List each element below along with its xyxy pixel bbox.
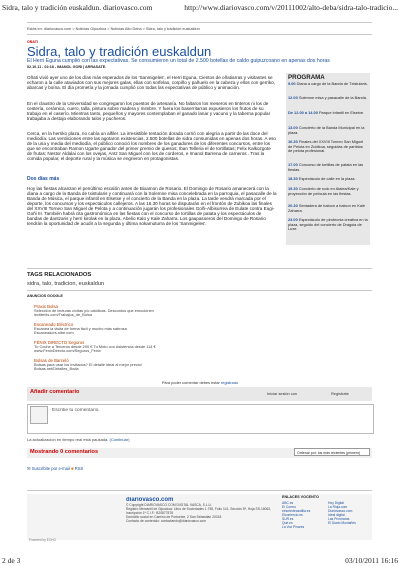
ad-title[interactable]: Praxis Bolsa (34, 304, 58, 309)
ad-title[interactable]: Escaneado Eléctrico (34, 322, 74, 327)
rss-link[interactable]: RSS (74, 466, 84, 471)
print-datetime: 03/10/2011 16:16 (345, 556, 398, 565)
programa-item: 13.00 Concierto de la Banda Municipal en la plaza. (288, 125, 365, 135)
footer-link[interactable]: La Voz Pinares (282, 525, 305, 529)
divider (27, 290, 372, 291)
programa-item: 9.00 Diana a cargo de la Banda de Txistularis. (288, 81, 368, 86)
ad-url[interactable]: lectiterlis.com/Trabajos_de_Bolsa (34, 313, 93, 317)
footer-link[interactable]: Las Provincias (328, 517, 350, 521)
ad-url[interactable]: Bolsas.net/Detalles_Boda (34, 367, 79, 371)
article-paragraph: Oñati vivió ayer uno de los días más esperados de los 'Sanmigeles', el Herri Eguna. Cientos de oñatiarras y visitantes se echaron a la calle ataviados con sus mejores galas, ellas con sorfelao, corpiño y pañuelo en la cabeza y ellos con gerriko, abarcas y boína. El día prometía y la jornada cumplió con todas las expectativas de público y animación. (27, 75, 275, 91)
programa-item: 16.30 Finales del XXVIII Torneo San Miguel de Pelota en Zubikoa, seguidas de partidos de pelota profesional. (288, 139, 364, 154)
footer-link[interactable]: Qué.es (282, 521, 293, 525)
post-note: Para poder comentar debes estar registrado (161, 380, 239, 385)
divider (27, 268, 372, 269)
breadcrumb[interactable]: Estás en: diariovasco.com > Noticias Gipuzkoa > Noticias Alto Deba > Sidra, talo y tradición euskaldun (27, 27, 200, 31)
programa-item: De 12.00 a 14.00 Parque infantil en Elsetxe. (288, 110, 365, 115)
footer-logo[interactable]: diariovasco.com (126, 497, 174, 503)
footer-link[interactable]: ABC.es (282, 501, 294, 505)
article-paragraph: Hoy las fiestas alcanzan el penúltimo escalón antes de Bixamon de Rosario. El Domingo de Rosario amanecerá con la diana a cargo de la Banda de txistularis y continuará con la Solemne misa concelebrada en la parroquia, el pasacalle de la Banda de Música, el parque infantil en Elsetxe y el concierto de la Banda en la plaza. La tarde vendrá marcada por el deporte, los concursos y los espectáculos callejeros. A las 16.30 horas se disputarán en el frontón de Zubikoa las finales del XXVIII Torneo San Miguel de Pelota y a continuación jugarán los profesionales Goñi-Albisurrea de Eulate contra Eugi- Goñi III. También habrá cita gastronómica en las fiestas con el concurso de tortillas de patata y los espectáculos de bandas de dantzaris y herri kirolak en la plaza. Abelio Kalo y Kale Zaharra. Los gaupasoeros del Domingo de Rosario tendrán la oportunidad de acudir a la segunda y última sokamuturra de los 'Sanmigeles'. (27, 186, 277, 227)
footer-links-col2 (328, 501, 372, 525)
programa-item: 20.30 Sentadera de baloon a balcon en Kale Zaharra. (288, 203, 366, 213)
programa-item: 18.30 Espectáculo de calle en la plaza. (288, 176, 356, 181)
article-paragraph: Cerca, en la herriko plaza, no cabía un alfiler. La irresistible tentación dorada corrió con alegría a partir de las doce del mediodía. Las ventiiciones entre las agotaron existencias, 2.500 botellas de sidra consumidas en apenas dos horas. A eso de la una y media del mediodía, el público conoció los nombres de los ganadores de los diferentes concursos, entre los que se encontraban Ramon Ugarte ganador del primer premio de quesos; Iban Telleria el de tortillatas; Felix Kalkozgote de frutas; Nestor Aldalai con los ovejas, Antz San Miguel con los de corderos, e Imanol Barrena de carneros . Tras la comida popular, el deporte rural y la música se engrieron en protagonistas. (27, 131, 276, 162)
order-select[interactable]: Ordenar por: los más recientes (primero) (294, 448, 370, 456)
page-url: http://www.diariovasco.com/v/20111002/alto-deba/sidra-talo-tradicio... (184, 3, 398, 12)
article-subtitle: El Herri Eguna cumplió con las expectativas. Se consumieron un total de 2.500 botellas de caldo guipuzcoano en apenas dos horas (27, 58, 330, 64)
article-paragraph: En el claustro de la Universidad se congregaron los puestos de artesanía. No faltaron los meseros en tinteros ni los de cestería, cerámica, cuero, talla, pintura sobre madera y mimbre. Y fuera los baserritarras expusieron los frutos de su trabajo en el caserío. Mientras tanto, pequeños y mayores contemplaban el ganado lanar y vacuno y la taberna popular trabajaba a destajo elaborando talos y pucheros. (27, 101, 271, 122)
footer-link[interactable]: elnortedecastilla.es (282, 509, 311, 513)
avatar (30, 406, 48, 424)
footer-text: © Copyright DIARIOVASCO.COM DIGITAL VASCA, S.L.U. Registro Mercantil de Gipuzkoa: Libro de Sociedades 1.798, Folio 141, Sección 8ª, Hoja SS-16062, Inscripción 1ª C.I.F.: B20877878 Domicilio social en Camino de Portuetxe, 2 San Sebastián 20018 Contacto de contenido: contactando@diariovasco.com (126, 503, 272, 524)
divider (27, 490, 372, 491)
ad-title[interactable]: Bolsas de Barceló (34, 358, 69, 363)
print-header (2, 3, 398, 13)
ad-text: Escanea la visita de forma fácil y mucho más sabrosa (34, 327, 127, 331)
article-title: Sidra, talo y tradición euskaldun (27, 44, 212, 59)
ad-text: Bolsas para usar los invitados? El detalle ideal al mejor precio! (34, 363, 142, 367)
powered-by[interactable]: Powered by ECHO (29, 538, 56, 542)
footer-link[interactable]: La Rioja.com (328, 505, 348, 509)
page-counter: 2 de 3 (2, 556, 21, 565)
programa-title: PROGRAMA (288, 74, 325, 81)
byline: 02.10.11 - 02:18 - IMANOL GOÑI | ARRASATE. (27, 65, 107, 69)
subscribe-link[interactable]: Suscribite por e-mail (31, 466, 70, 471)
refresh-note: La actualización en tiempo real está pausada. (Continuar) (27, 437, 130, 442)
share-bar (27, 466, 83, 471)
footer-link[interactable]: Ideal digital (328, 513, 345, 517)
comment-placeholder: Escribe tu comentario. (52, 408, 100, 413)
ad-url[interactable]: www.FenixDirecto.com/Seguros_Fenix (34, 349, 101, 353)
email-icon[interactable]: ✉ (27, 466, 31, 471)
programa-item: 17.00 Concurso de tortillas de patata en las fiestas. (288, 162, 364, 172)
footer-link[interactable]: Elcomercio.es (282, 513, 303, 517)
footer-link[interactable]: Hoy Digital (328, 501, 344, 505)
divider (27, 22, 372, 23)
page-title: Sidra, talo y tradición euskaldun. diariovasco.com (2, 3, 153, 12)
register-link[interactable]: registrado (220, 380, 239, 385)
enlaces-heading: ENLACES VOCENTO (282, 495, 319, 499)
footer-link[interactable]: El Diario Montañés (328, 521, 356, 525)
tags-list[interactable]: sidra, talo, tradicion, euskaldun (27, 281, 105, 287)
rss-icon[interactable]: ■ (71, 466, 74, 471)
footer-link[interactable]: Diariovasco.com (328, 509, 353, 513)
comment-count: Mostrando 0 comentarios (30, 449, 99, 455)
programa-item: 12.00 Solemne misa y pasacalle de la Banda. (288, 95, 367, 100)
continue-link[interactable]: (Continuar) (109, 437, 130, 442)
divider (27, 34, 372, 35)
ad-title[interactable]: FÉNIX DIRECTO Seguros (34, 340, 85, 345)
login-button[interactable]: Iniciar sesión con (267, 391, 298, 396)
programa-item: 19.30 Concierto de rock en Atalea/Kale y proyección de película en las fiestas. (288, 186, 359, 196)
section-label[interactable]: OÑATI (27, 40, 38, 44)
ads-heading: ANUNCIOS GOOGLE (27, 294, 63, 298)
footer-links-col1 (282, 501, 327, 529)
footer-link[interactable]: SUR.es (282, 517, 294, 521)
ad-text: Tu Coche a Terceros desde 200 € Tu Moto con Asistencia desde 114 € (34, 345, 156, 349)
ad-url[interactable]: Escaneadors-sibe.com (34, 331, 74, 335)
footer-link[interactable]: El Correo (282, 505, 296, 509)
tags-heading: TAGS RELACIONADOS (27, 272, 92, 278)
article-subhead: Dos días más (27, 176, 60, 182)
programa-item: 23.00 Espectáculo de pirotecnia creativa en la plaza, seguido del concierto de Dragoia de Luxe. (288, 217, 368, 232)
ad-text: Selección de lecturas cívitas y/o católicas. Descuntos que emocionen (34, 309, 154, 313)
register-button[interactable]: Registrate (331, 391, 349, 396)
add-comment-title: Añadir comentario (30, 389, 80, 395)
